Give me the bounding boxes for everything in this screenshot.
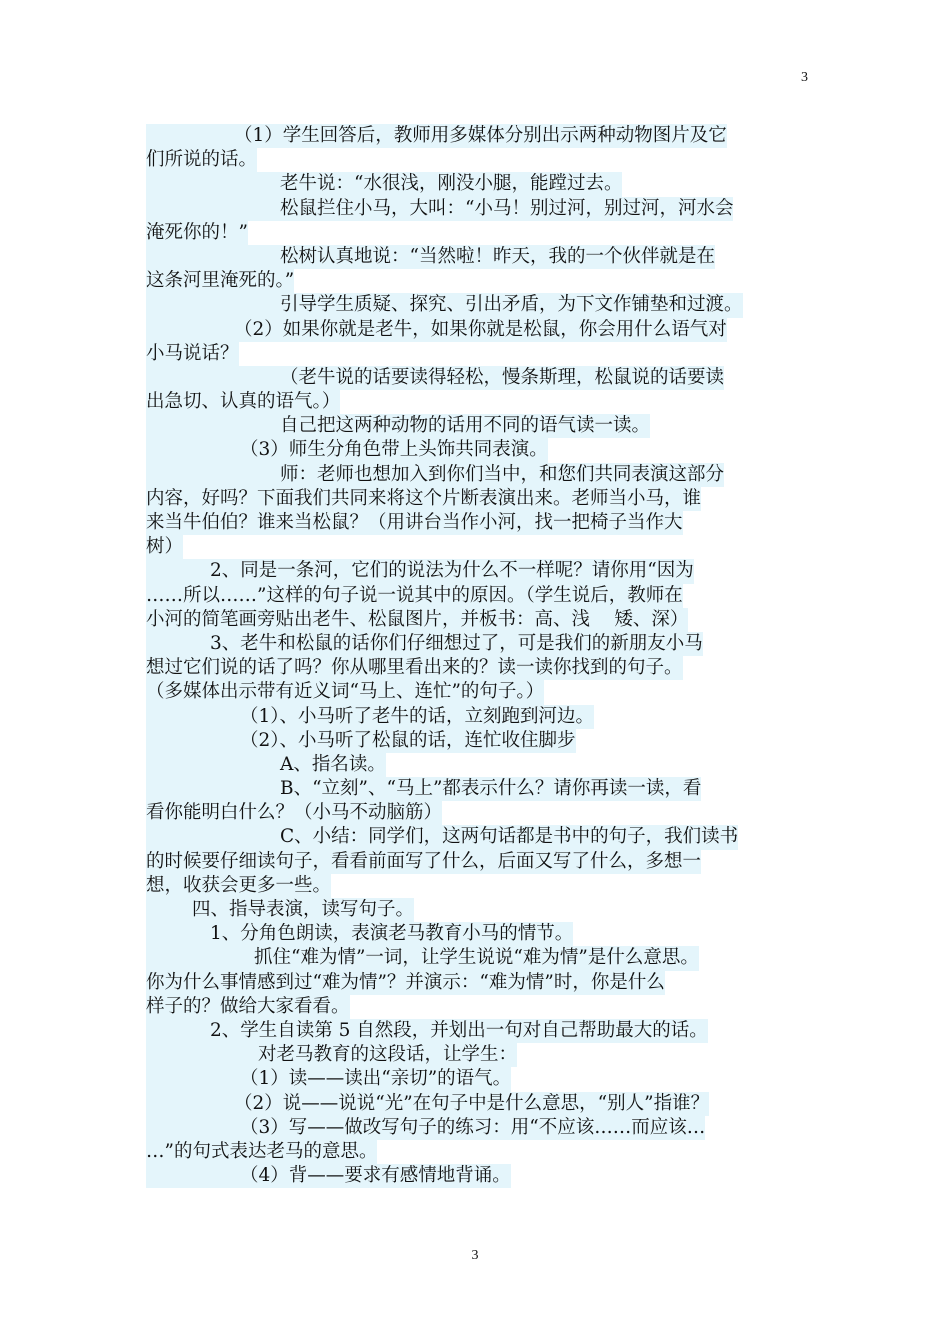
text-line xyxy=(146,946,810,970)
text-line-content: 想过它们说的话了吗？你从哪里看出来的？读一读你找到的句子。 xyxy=(146,656,683,680)
text-line-content: C、小结：同学们，这两句话都是书中的句子，我们读书 xyxy=(146,825,738,849)
text-line-content: 松树认真地说：“当然啦！昨天，我的一个伙伴就是在 xyxy=(146,245,715,269)
text-line xyxy=(146,753,810,777)
text-line xyxy=(146,729,810,753)
text-line-content: 看你能明白什么？（小马不动脑筋） xyxy=(146,801,442,825)
text-line xyxy=(146,1019,810,1043)
text-line-content: A、指名读。 xyxy=(146,753,386,777)
text-line xyxy=(146,269,810,293)
text-line xyxy=(146,898,810,922)
text-line xyxy=(146,1067,810,1091)
text-line xyxy=(146,124,810,148)
text-line xyxy=(146,1140,810,1164)
text-line-content: 们所说的话。 xyxy=(146,148,257,172)
text-line-content: （1）读——读出“亲切”的语气。 xyxy=(146,1067,511,1091)
text-line xyxy=(146,680,810,704)
text-line-content: （1）、小马听了老牛的话，立刻跑到河边。 xyxy=(146,705,594,729)
text-line xyxy=(146,1164,810,1188)
text-line xyxy=(146,172,810,196)
text-line-content: 松鼠拦住小马，大叫：“小马！别过河，别过河，河水会 xyxy=(146,197,733,221)
text-line-content: （老牛说的话要读得轻松，慢条斯理，松鼠说的话要读 xyxy=(146,366,724,390)
text-line xyxy=(146,632,810,656)
text-line xyxy=(146,922,810,946)
text-line xyxy=(146,777,810,801)
text-line-content: 淹死你的！” xyxy=(146,221,248,245)
text-line-content: 师：老师也想加入到你们当中，和您们共同表演这部分 xyxy=(146,463,724,487)
text-line-content: 3、老牛和松鼠的话你们仔细想过了，可是我们的新朋友小马 xyxy=(146,632,703,656)
document-body xyxy=(146,124,810,1188)
text-line-content: （4）背——要求有感情地背诵。 xyxy=(146,1164,511,1188)
text-line-content: 想，收获会更多一些。 xyxy=(146,874,331,898)
page-number-bottom: 3 xyxy=(471,1248,479,1263)
text-line-content: 2、同是一条河，它们的说法为什么不一样呢？请你用“因为 xyxy=(146,559,694,583)
text-line-content: 树） xyxy=(146,535,183,559)
text-line xyxy=(146,245,810,269)
text-line-content: 样子的？做给大家看看。 xyxy=(146,995,350,1019)
text-line xyxy=(146,463,810,487)
text-line-content: （2）如果你就是老牛，如果你就是松鼠，你会用什么语气对 xyxy=(146,318,727,342)
text-line-content: ……所以……”这样的句子说一说其中的原因。（学生说后，教师在 xyxy=(146,584,683,608)
text-line-content: 抓住“难为情”一词，让学生说说“难为情”是什么意思。 xyxy=(146,946,699,970)
text-line xyxy=(146,197,810,221)
text-line-content: 老牛说：“水很浅，刚没小腿，能蹚过去。 xyxy=(146,172,622,196)
text-line xyxy=(146,1092,810,1116)
text-line xyxy=(146,850,810,874)
text-line xyxy=(146,995,810,1019)
text-line-content: 对老马教育的这段话，让学生： xyxy=(146,1043,517,1067)
text-line xyxy=(146,705,810,729)
text-line xyxy=(146,366,810,390)
text-line-content: 你为什么事情感到过“难为情”？并演示：“难为情”时，你是什么 xyxy=(146,971,665,995)
text-line-content: （1）学生回答后，教师用多媒体分别出示两种动物图片及它 xyxy=(146,124,727,148)
text-line-content: 出急切、认真的语气。） xyxy=(146,390,340,414)
text-line xyxy=(146,1043,810,1067)
text-line xyxy=(146,825,810,849)
text-line xyxy=(146,608,810,632)
text-line-content: 引导学生质疑、探究、引出矛盾，为下文作铺垫和过渡。 xyxy=(146,293,743,317)
text-line-content: 四、指导表演，读写句子。 xyxy=(146,898,414,922)
text-line-content: …”的句式表达老马的意思。 xyxy=(146,1140,377,1164)
text-line xyxy=(146,656,810,680)
text-line-content: B、“立刻”、“马上”都表示什么？请你再读一读，看 xyxy=(146,777,701,801)
text-line xyxy=(146,971,810,995)
text-line-content: （2）说——说说“光”在句子中是什么意思，“别人”指谁？ xyxy=(146,1092,709,1116)
text-line xyxy=(146,148,810,172)
text-line-content: （3）师生分角色带上头饰共同表演。 xyxy=(146,438,548,462)
text-line xyxy=(146,1116,810,1140)
text-line-content: 这条河里淹死的。” xyxy=(146,269,294,293)
text-line xyxy=(146,342,810,366)
text-line xyxy=(146,801,810,825)
page-number-top: 3 xyxy=(801,70,808,85)
text-line-content: 内容，好吗？下面我们共同来将这个片断表演出来。老师当小马，谁 xyxy=(146,487,701,511)
text-line xyxy=(146,221,810,245)
text-line xyxy=(146,511,810,535)
text-line xyxy=(146,293,810,317)
text-line xyxy=(146,438,810,462)
text-line-content: 自己把这两种动物的话用不同的语气读一读。 xyxy=(146,414,650,438)
text-line-content: 2、学生自读第 5 自然段，并划出一句对自己帮助最大的话。 xyxy=(146,1019,708,1043)
text-line xyxy=(146,318,810,342)
text-line xyxy=(146,874,810,898)
text-line xyxy=(146,559,810,583)
text-line xyxy=(146,584,810,608)
text-line xyxy=(146,535,810,559)
text-line-content: 的时候要仔细读句子，看看前面写了什么，后面又写了什么，多想一 xyxy=(146,850,701,874)
text-line xyxy=(146,414,810,438)
text-line xyxy=(146,390,810,414)
text-line-content: （多媒体出示带有近义词“马上、连忙”的句子。） xyxy=(146,680,544,704)
text-line-content: 小马说话？ xyxy=(146,342,239,366)
text-line-content: 1、分角色朗读，表演老马教育小马的情节。 xyxy=(146,922,573,946)
text-line-content: 小河的简笔画旁贴出老牛、松鼠图片，并板书：高、浅 矮、深） xyxy=(146,608,688,632)
text-line-content: （2）、小马听了松鼠的话，连忙收住脚步 xyxy=(146,729,576,753)
text-line xyxy=(146,487,810,511)
text-line-content: 来当牛伯伯？谁来当松鼠？（用讲台当作小河，找一把椅子当作大 xyxy=(146,511,683,535)
text-line-content: （3）写——做改写句子的练习：用“不应该……而应该… xyxy=(146,1116,705,1140)
